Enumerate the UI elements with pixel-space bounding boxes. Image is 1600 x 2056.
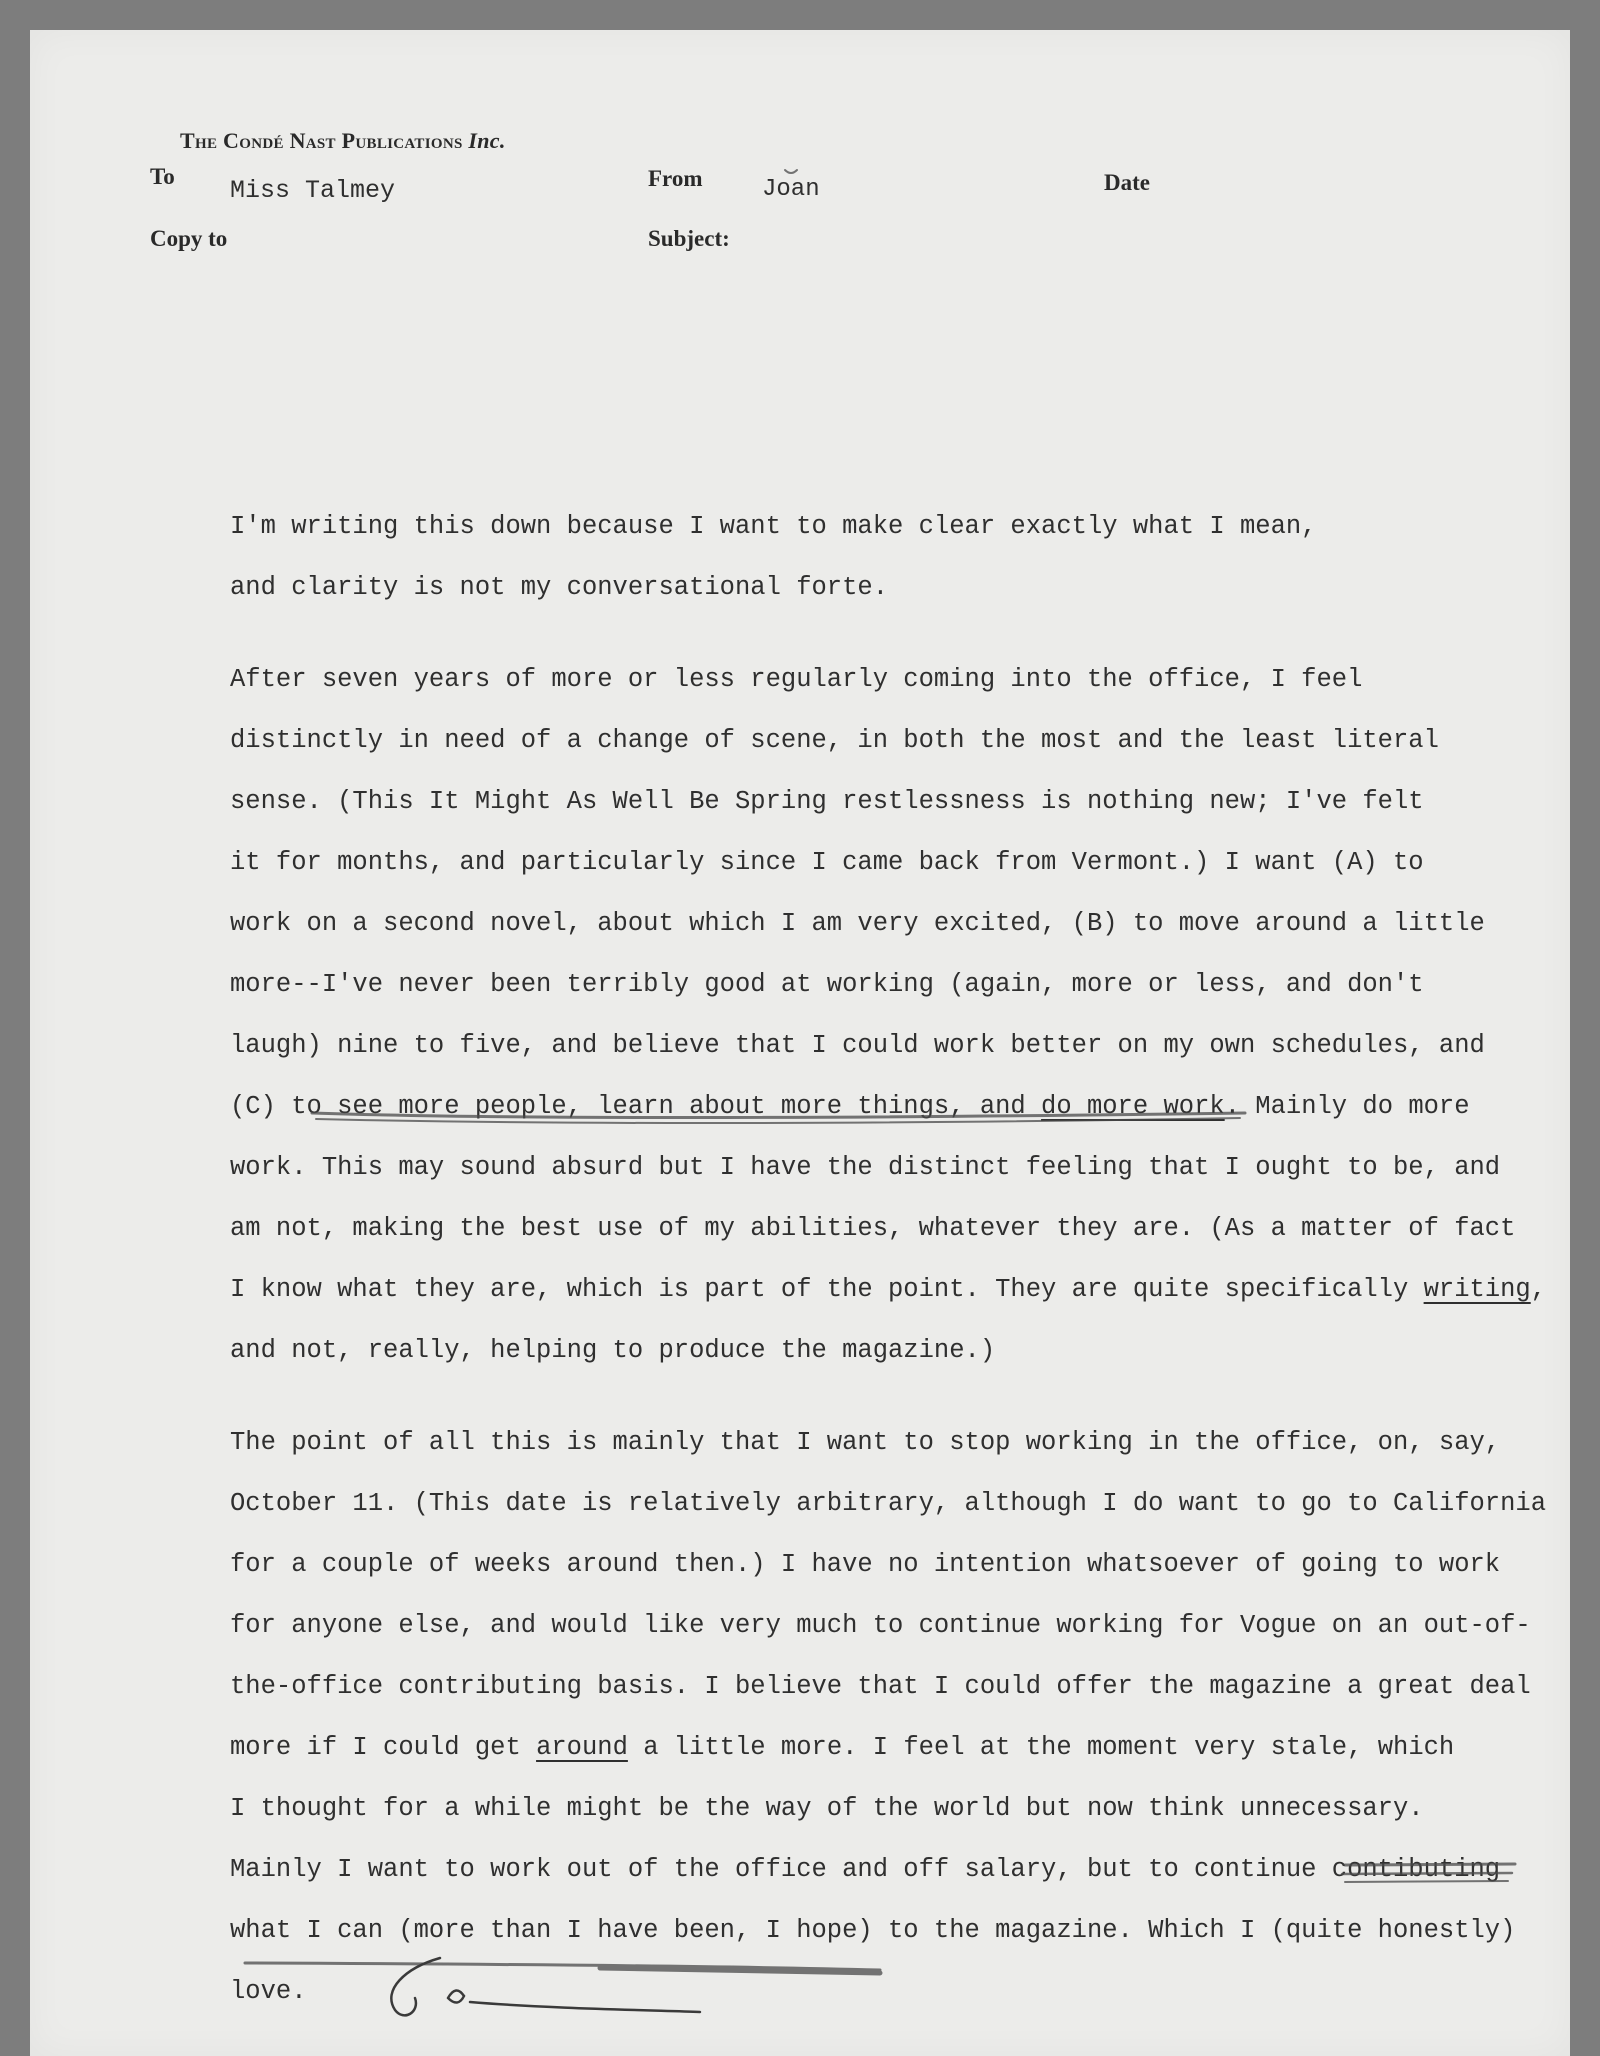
body-line: I'm writing this down because I want to make clear exactly what I mean, <box>230 512 1317 541</box>
body-line: the-office contributing basis. I believe that I could offer the magazine a great deal <box>230 1672 1531 1701</box>
copy-to-label: Copy to <box>150 226 228 251</box>
from-value: Joan <box>762 176 820 203</box>
paragraph-2 <box>230 649 1570 1381</box>
paragraph-1 <box>230 496 1570 618</box>
body-line-underlined <box>230 1717 1570 1778</box>
body-line: more--I've never been terribly good at working (again, more or less, and don't <box>230 970 1424 999</box>
body-line: for anyone else, and would like very much to continue working for Vogue on an out-of- <box>230 1611 1531 1640</box>
body-line: and clarity is not my conversational forte. <box>230 573 889 602</box>
line-text: more if I could get <box>230 1733 537 1762</box>
line-text: a little more. I feel at the moment very stale, which <box>627 1733 1455 1762</box>
body-line-underlined <box>230 1076 1570 1137</box>
body-line: it for months, and particularly since I came back from Vermont.) I want (A) to <box>230 848 1424 877</box>
body-line: The point of all this is mainly that I want to stop working in the office, on, say, <box>230 1428 1501 1457</box>
from-label: From <box>648 166 703 191</box>
underlined-word-around: around <box>536 1733 628 1762</box>
body-line: and not, really, helping to produce the magazine.) <box>230 1336 996 1365</box>
body-line: what I can (more than I have been, I hope) to the magazine. Which I (quite honestly) <box>230 1916 1516 1945</box>
memo-body <box>230 496 1570 2053</box>
body-line: for a couple of weeks around then.) I have no intention whatsoever of going to work <box>230 1550 1501 1579</box>
company-suffix: Inc. <box>468 128 506 153</box>
body-line: After seven years of more or less regularly coming into the office, I feel <box>230 665 1363 694</box>
body-line: Mainly I want to work out of the office and off salary, but to continue contibuting <box>230 1855 1501 1884</box>
to-value: Miss Talmey <box>230 176 396 205</box>
company-letterhead <box>180 128 506 154</box>
to-label: To <box>150 164 175 189</box>
line-text: , <box>1530 1275 1547 1304</box>
body-line: sense. (This It Might As Well Be Spring restlessness is nothing new; I've felt <box>230 787 1424 816</box>
body-line: I thought for a while might be the way of the world but now think unnecessary. <box>230 1794 1424 1823</box>
underlined-phrase-do-more-work: do more work <box>1041 1092 1225 1121</box>
body-line: work on a second novel, about which I am very excited, (B) to move around a little <box>230 909 1485 938</box>
underlined-word-writing: writing <box>1423 1275 1531 1304</box>
date-label: Date <box>1104 170 1150 195</box>
body-line: love. <box>230 1977 307 2006</box>
body-line-underlined <box>230 1259 1570 1320</box>
subject-label: Subject: <box>648 226 730 251</box>
paragraph-3 <box>230 1412 1570 2022</box>
body-line: distinctly in need of a change of scene, in both the most and the least literal <box>230 726 1439 755</box>
line-text: (C) to see more people, learn about more things, and <box>230 1092 1042 1121</box>
body-line: laugh) nine to five, and believe that I could work better on my own schedules, and <box>230 1031 1485 1060</box>
company-name: The Condé Nast Publications <box>180 128 463 153</box>
body-line: am not, making the best use of my abilities, whatever they are. (As a matter of fact <box>230 1214 1516 1243</box>
line-text: I know what they are, which is part of the point. They are quite specifically <box>230 1275 1424 1304</box>
body-line: October 11. (This date is relatively arbitrary, although I do want to go to California <box>230 1489 1547 1518</box>
body-line: work. This may sound absurd but I have the distinct feeling that I ought to be, and <box>230 1153 1501 1182</box>
line-text: . Mainly do more <box>1224 1092 1470 1121</box>
